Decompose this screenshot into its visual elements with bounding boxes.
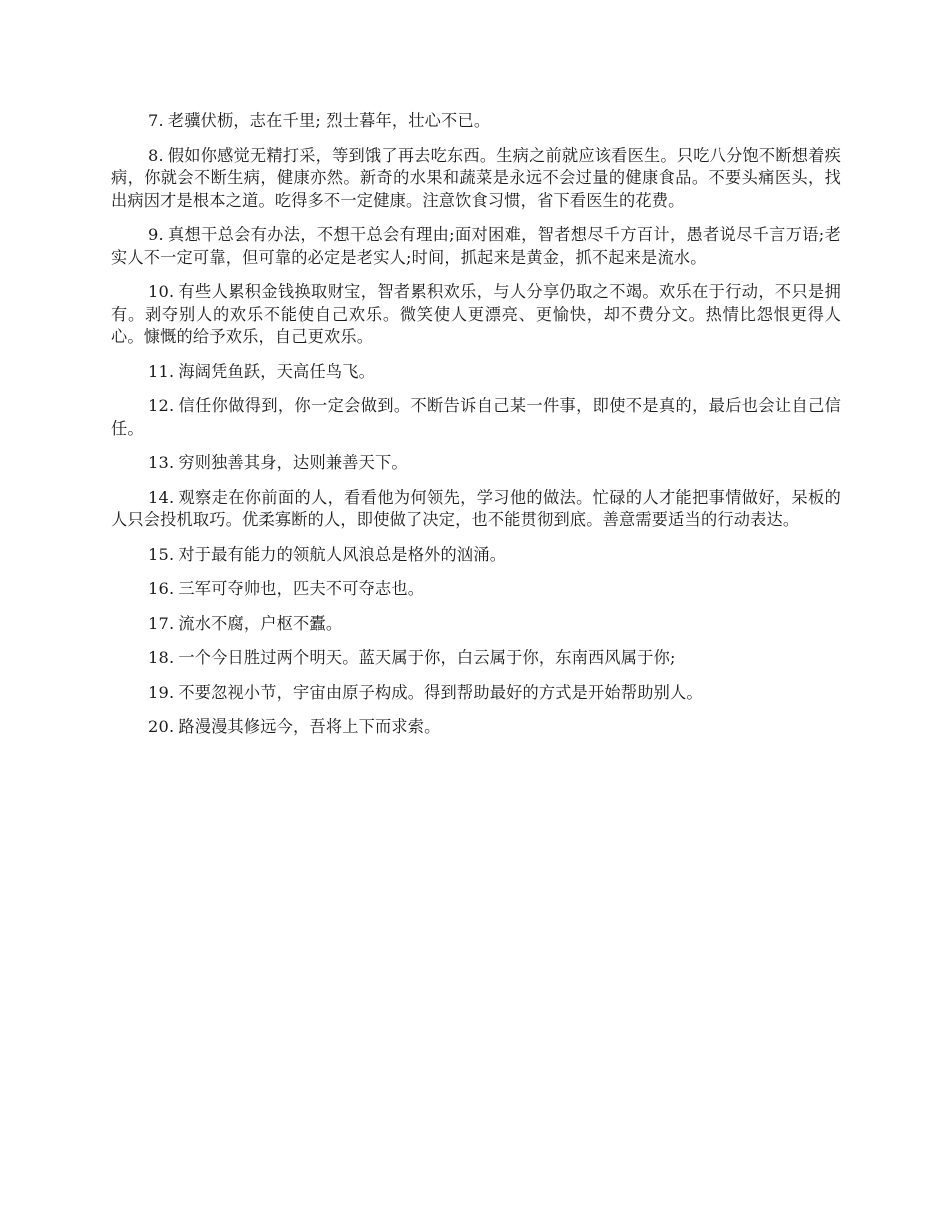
- list-item: [111, 452, 841, 475]
- item-number: 16.: [148, 579, 175, 598]
- item-number: 20.: [148, 717, 175, 736]
- document-body: [111, 110, 841, 751]
- item-number: 18.: [148, 648, 175, 667]
- item-text: 假如你感觉无精打采，等到饿了再去吃东西。生病之前就应该看医生。只吃八分饱不断想着疾病，你就会不断生病，健康亦然。新奇的水果和蔬菜是永远不会过量的健康食品。不要头痛医头，找出病因才是根本之道。吃得多不一定健康。注意饮食习惯，省下看医生的花费。: [111, 145, 841, 210]
- list-item: [111, 647, 841, 670]
- item-text: 一个今日胜过两个明天。蓝天属于你，白云属于你，东南西风属于你;: [178, 648, 676, 667]
- item-number: 19.: [148, 682, 175, 702]
- list-item: [111, 682, 841, 705]
- list-item: [111, 578, 841, 601]
- item-number: 9.: [148, 225, 164, 244]
- list-item: [111, 361, 841, 384]
- item-text: 有些人累积金钱换取财宝，智者累积欢乐，与人分享仍取之不竭。欢乐在于行动，不只是拥有。剥夺别人的欢乐不能使自己欢乐。微笑使人更漂亮、更愉快，却不费分文。热情比怨恨更得人心。慷慨的给予欢乐，自己更欢乐。: [111, 282, 841, 346]
- list-item: [111, 487, 841, 532]
- list-item: [111, 224, 841, 269]
- list-item: [111, 613, 841, 636]
- item-text: 流水不腐，户枢不蠹。: [178, 613, 343, 633]
- item-text: 穷则独善其身，达则兼善天下。: [178, 453, 408, 472]
- item-text: 对于最有能力的领航人风浪总是格外的汹涌。: [178, 544, 507, 564]
- item-number: 11.: [148, 361, 175, 381]
- item-number: 7.: [148, 111, 164, 130]
- item-text: 三军可夺帅也，匹夫不可夺志也。: [178, 579, 425, 598]
- item-text: 路漫漫其修远今，吾将上下而求索。: [178, 717, 441, 736]
- list-item: [111, 544, 841, 567]
- item-text: 观察走在你前面的人，看看他为何领先，学习他的做法。忙碌的人才能把事情做好，呆板的人只会投机取巧。优柔寡断的人，即使做了决定，也不能贯彻到底。善意需要适当的行动表达。: [111, 487, 841, 529]
- list-item: [111, 281, 841, 349]
- item-number: 10.: [148, 282, 175, 301]
- item-number: 14.: [148, 487, 175, 507]
- item-text: 真想干总会有办法，不想干总会有理由;面对困难，智者想尽千方百计，愚者说尽千言万语;老实人不一定可靠，但可靠的必定是老实人;时间，抓起来是黄金，抓不起来是流水。: [111, 225, 841, 267]
- item-text: 不要忽视小节，宇宙由原子构成。得到帮助最好的方式是开始帮助别人。: [178, 682, 703, 702]
- item-number: 12.: [148, 396, 175, 415]
- item-number: 17.: [148, 613, 175, 633]
- item-text: 信任你做得到，你一定会做到。不断告诉自己某一件事，即使不是真的，最后也会让自己信任。: [111, 396, 841, 438]
- item-text: 海阔凭鱼跃，天高任鸟飞。: [178, 361, 375, 381]
- item-number: 13.: [148, 453, 175, 472]
- list-item: [111, 110, 841, 133]
- item-number: 8.: [148, 145, 164, 165]
- list-item: [111, 395, 841, 440]
- item-number: 15.: [148, 544, 175, 564]
- list-item: [111, 145, 841, 213]
- list-item: [111, 716, 841, 739]
- item-text: 老骥伏枥，志在千里; 烈士暮年，壮心不已。: [167, 111, 491, 130]
